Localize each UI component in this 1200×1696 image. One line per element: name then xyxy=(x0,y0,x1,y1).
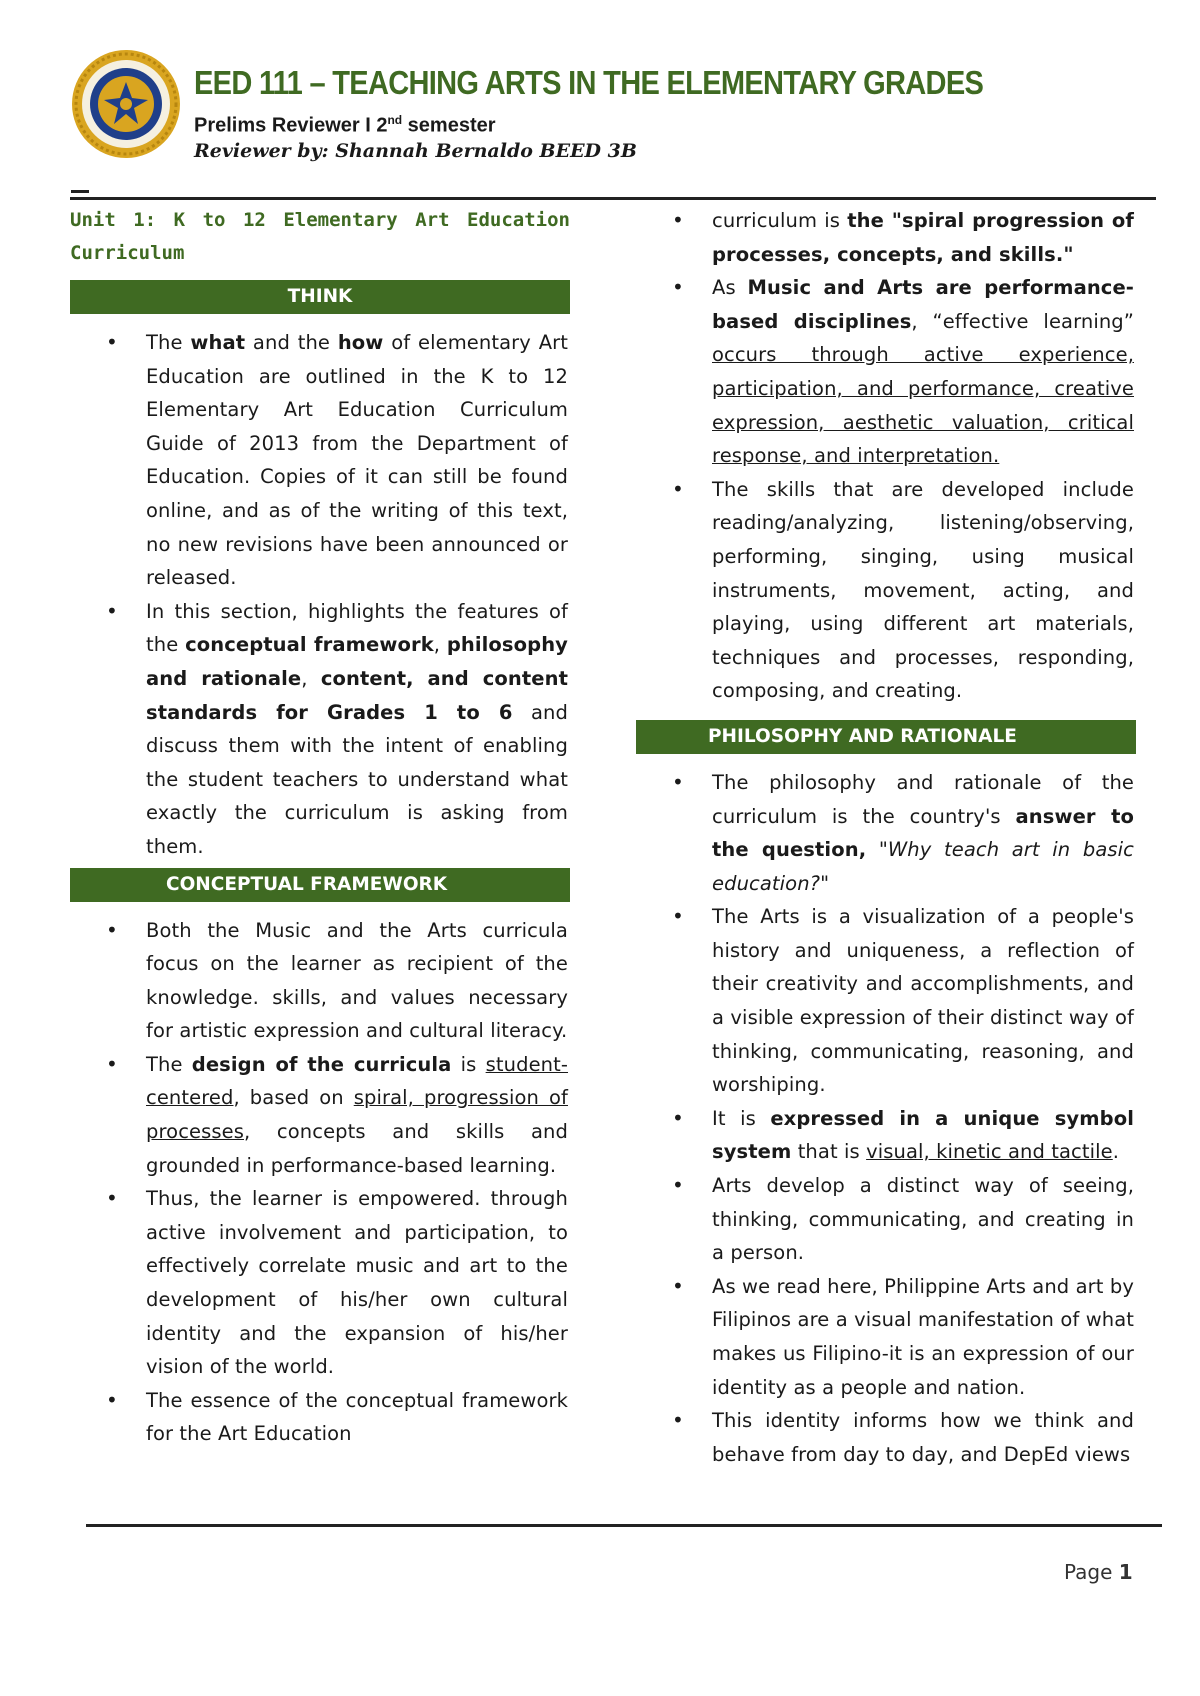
course-title: EED 111 – TEACHING ARTS IN THE ELEMENTARY GRADES xyxy=(194,64,984,101)
think-list xyxy=(70,326,570,864)
list-item: • The philosophy and rationale of the curriculum is the country's answer to the question, "Why teach art in basic education?" xyxy=(636,766,1136,900)
list-item: • The Arts is a visualization of a people's history and uniqueness, a reflection of their creativity and accomplishments, and a visible expression of their distinct way of thinking, communicating, reasoning, and worshiping. xyxy=(636,900,1136,1102)
section-band-think: THINK xyxy=(70,280,570,314)
page-number: Page 1 xyxy=(1064,1560,1133,1584)
list-item: • This identity informs how we think and behave from day to day, and DepEd views xyxy=(636,1404,1136,1471)
document-header xyxy=(70,44,1170,164)
reviewer-credit: Reviewer by: Shannah Bernaldo BEED 3B xyxy=(194,140,637,162)
philosophy-list xyxy=(636,766,1136,1471)
list-item: • The skills that are developed include reading/analyzing, listening/observing, performing, singing, using musical instruments, movement, acting, and playing, using different art materials, techniques and processes, responding, composing, and creating. xyxy=(636,473,1136,708)
list-item: • As we read here, Philippine Arts and art by Filipinos are a visual manifestation of what makes us Filipino-it is an expression of our identity as a people and nation. xyxy=(636,1270,1136,1404)
list-item: • It is expressed in a unique symbol system that is visual, kinetic and tactile. xyxy=(636,1102,1136,1169)
list-item: • The essence of the conceptual framework for the Art Education xyxy=(70,1384,570,1451)
framework-list xyxy=(70,914,570,1452)
list-item: • The design of the curricula is student-centered, based on spiral, progression of processes, concepts and skills and grounded in performance-based learning. xyxy=(70,1048,570,1182)
section-band-philosophy: PHILOSOPHY AND RATIONALE xyxy=(636,720,1136,754)
list-item: • Thus, the learner is empowered. through active involvement and participation, to effectively correlate music and art to the development of his/her own cultural identity and the expansion of his/her vision of the world. xyxy=(70,1182,570,1384)
section-band-conceptual-framework: CONCEPTUAL FRAMEWORK xyxy=(70,868,570,902)
continued-list xyxy=(636,204,1136,271)
unit-heading: Unit 1: K to 12 Elementary Art Education Curriculum xyxy=(70,209,570,264)
list-item: • Arts develop a distinct way of seeing, thinking, communicating, and creating in a person. xyxy=(636,1169,1136,1270)
skills-list xyxy=(636,271,1136,708)
header-dash xyxy=(71,190,89,193)
list-item-continued: • curriculum is the "spiral progression of processes, concepts, and skills." xyxy=(636,204,1136,271)
document-subtitle xyxy=(194,113,496,138)
ordinal-suffix: nd xyxy=(387,113,403,127)
left-column xyxy=(70,204,570,1451)
list-item: • The what and the how of elementary Art Education are outlined in the K to 12 Elementary Art Education Curriculum Guide of 2013 from the Department of Education. Copies of it can still be found online, and as of the writing of this text, no new revisions have been announced or released. xyxy=(70,326,570,595)
footer-divider xyxy=(86,1524,1162,1527)
right-column xyxy=(636,204,1136,1471)
subtitle-semester: semester xyxy=(402,114,496,137)
university-seal-icon xyxy=(70,48,182,160)
list-item: • Both the Music and the Arts curricula focus on the learner as recipient of the knowledge. skills, and values necessary for artistic expression and cultural literacy. xyxy=(70,914,570,1048)
list-item: • As Music and Arts are performance-based disciplines, “effective learning” occurs through active experience, participation, and performance, creative expression, aesthetic valuation, critical response, and interpretation. xyxy=(636,271,1136,473)
subtitle-text: Prelims Reviewer I 2 xyxy=(194,114,388,137)
list-item: • In this section, highlights the features of the conceptual framework, philosophy and rationale, content, and content standards for Grades 1 to 6 and discuss them with the intent of enabling the student teachers to understand what exactly the curriculum is asking from them. xyxy=(70,595,570,864)
header-divider xyxy=(70,197,1156,200)
